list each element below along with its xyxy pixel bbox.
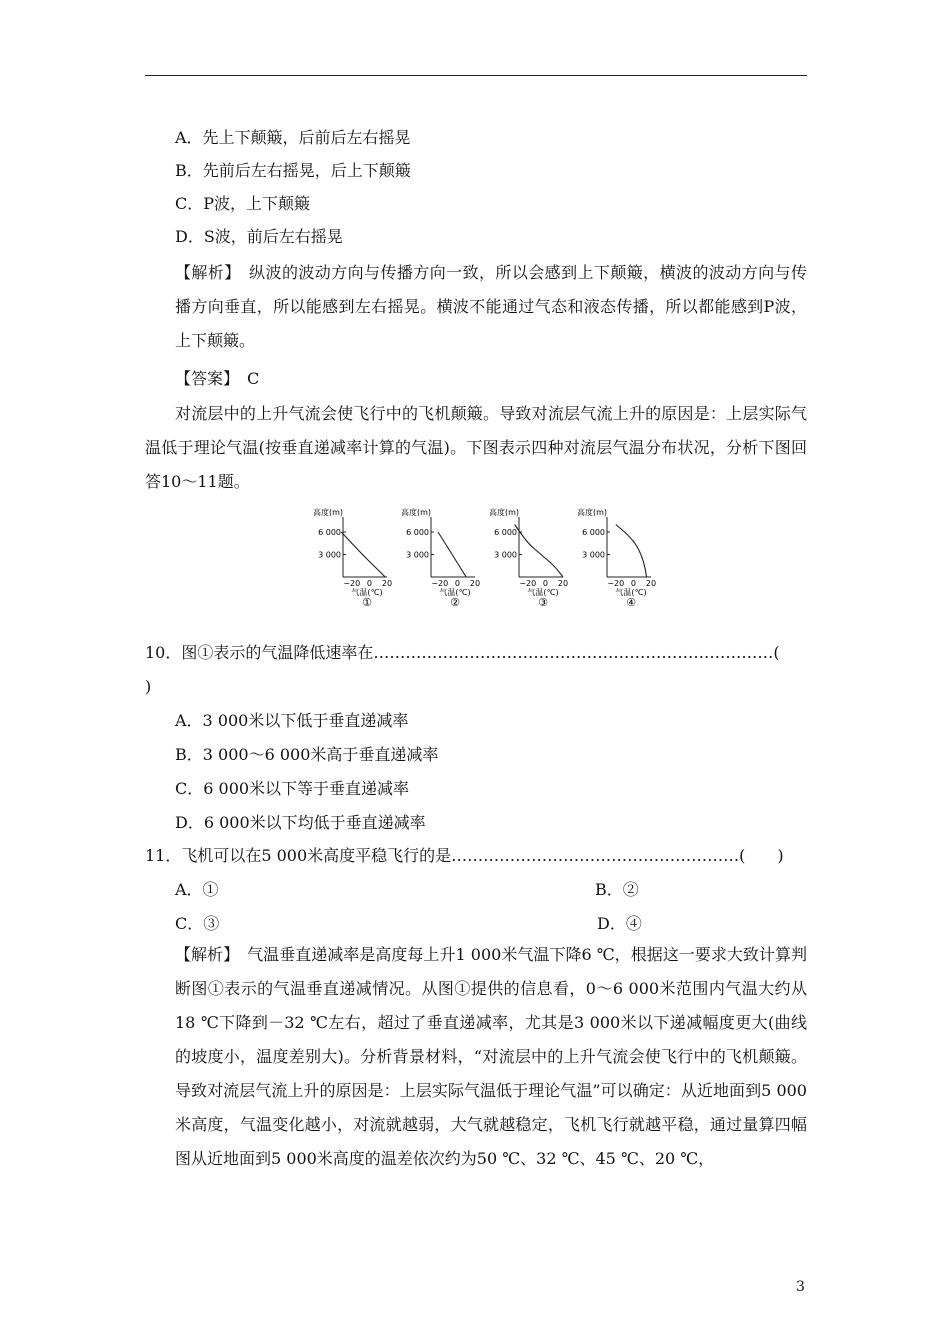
chart-xlabel: 气温(℃) [351,588,383,597]
chart-ylabel: 高度(m) [401,508,432,517]
temperature-curve [616,525,647,578]
analysis2-tag: 【解析】 [175,945,232,964]
x-tick-label: −20 [343,579,361,588]
q11-option-c: C．③ [175,914,220,933]
y-tick-label: 6 000 [406,528,429,537]
q11-option-a: A．① [175,880,219,899]
chart-xlabel: 气温(℃) [439,588,471,597]
q9-answer [175,368,259,390]
x-tick-label: 0 [454,579,460,588]
header-rule [145,75,807,76]
y-tick-label: 3 000 [318,550,341,560]
analysis-tag: 【解析】 [175,263,233,282]
chart-number-label: ③ [538,596,548,609]
x-tick-label: 20 [469,579,481,588]
x-tick-label: −20 [607,579,625,588]
q10-option-c: C．6 000米以下等于垂直递减率 [175,779,410,798]
temperature-curve [438,532,466,577]
intro-paragraph: 对流层中的上升气流会使飞行中的飞机颠簸。导致对流层气流上升的原因是：上层实际气温低于理论气温(按垂直递减率计算的气温)。下图表示四种对流层气温分布状况，分析下图回答10～11题。 [145,404,807,491]
q10-stem: 10．图①表示的气温降低速率在…………………………………………………………………( [145,643,780,662]
x-tick-label: 0 [542,579,548,588]
chart-number-label: ① [362,596,372,609]
q10-option-d: D．6 000米以下均低于垂直递减率 [175,813,426,832]
chart-ylabel: 高度(m) [577,508,608,517]
q10-option-b: B．3 000～6 000米高于垂直递减率 [175,745,439,764]
q11-option-d: D．④ [597,914,642,933]
answer-tag: 【答案】 [175,369,232,388]
answer-value: C [247,369,260,388]
temperature-charts [305,505,665,615]
x-tick-label: −20 [431,579,449,588]
y-tick-label: 3 000 [406,550,429,560]
chart-ylabel: 高度(m) [313,508,344,517]
y-tick-label: 6 000 [318,528,341,537]
chart-xlabel: 气温(℃) [615,588,647,597]
x-tick-label: 0 [366,579,372,588]
analysis2-text: 气温垂直递减率是高度每上升1 000米气温下降6 ℃，根据这一要求大致计算判断图①表示的气温垂直递减情况。从图①提供的信息看，0～6 000米范围内气温大约从18 ℃下降到－32 ℃左右，超过了垂直递减率，尤其是3 000米以下递减幅度更大(曲线的坡度小，温度差别大)。分析背景材料，“对流层中的上升气流会使飞行中的飞机颠簸。导致对流层气流上升的原因是：上层实际气温低于理论气温”可以确定：从近地面到5 000米高度，气温变化越小，对流就越弱，大气就越稳定，飞机飞行就越平稳，通过量算四幅图从近地面到5 000米高度的温差依次约为50 ℃、32 ℃、45 ℃、20 ℃， [175,945,807,1168]
q10-close: ) [145,677,152,696]
y-tick-label: 6 000 [582,528,605,537]
q11-analysis [175,938,807,1176]
chart-xlabel: 气温(℃) [527,588,559,597]
q9-option-b: B．先前后左右摇晃，后上下颠簸 [175,161,411,180]
q9-analysis [175,256,807,358]
x-tick-label: −20 [519,579,537,588]
y-tick-label: 6 000 [494,528,517,537]
page-number: 3 [796,1279,805,1295]
y-tick-label: 3 000 [494,550,517,560]
q10-option-a: A．3 000米以下低于垂直递减率 [175,711,409,730]
x-tick-label: 20 [557,579,569,588]
q11-stem: 11．飞机可以在5 000米高度平稳飞行的是………………………………………………( ) [145,846,784,865]
x-tick-label: 20 [645,579,657,588]
x-tick-label: 0 [630,579,636,588]
analysis-text: 纵波的波动方向与传播方向一致，所以会感到上下颠簸，横波的波动方向与传播方向垂直，所以能感到左右摇晃。横波不能通过气态和液态传播，所以都能感到P波，上下颠簸。 [175,263,807,350]
chart-number-label: ④ [626,596,636,609]
q9-option-a: A．先上下颠簸，后前后左右摇晃 [175,128,411,147]
q11-option-b: B．② [595,880,639,899]
q9-option-c: C．P波，上下颠簸 [175,194,311,213]
temperature-curve [341,532,385,577]
y-tick-label: 3 000 [582,550,605,560]
q9-option-d: D．S波，前后左右摇晃 [175,227,343,246]
x-tick-label: 20 [381,579,393,588]
chart-number-label: ② [450,596,460,609]
chart-ylabel: 高度(m) [489,508,520,517]
